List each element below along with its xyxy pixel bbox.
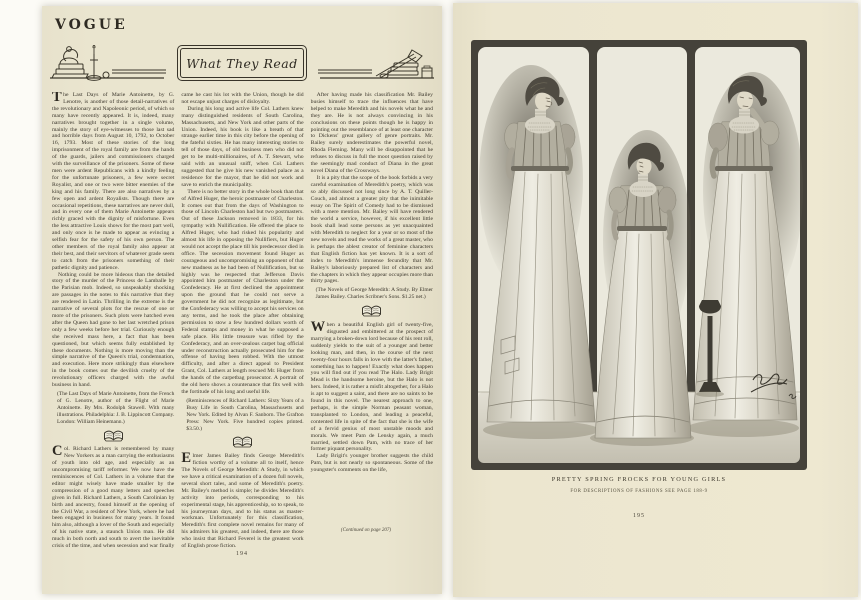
desk-still-life-right-art [318,40,436,86]
book-citation: (The Novels of George Meredith: A Study. By Elmer James Bailey. Charles Scribner's Sons. $1.25 net.) [315,287,433,301]
vogue-masthead: VOGUE [55,17,128,33]
article-paragraph: There is no better story in the whole book than that of Alfred Huger, the heroic postmaster of Charleston. It comes out that from the days of Washington to those of Lincoln Charleston had but two postmasters. Out of these Jackson removed in 1833, for his sympathy with Nullification. He offered the place to Alfred Huger, who had risked his popularity and almost his life in opposing the Nullifiers, but Huger would not accept the place till his predecessor died in office. The secession movement found Huger as courageous and uncompromising an opponent of that new madness as he had been of Nullification, but so highly was he respected that Jefferson Davis appointed him postmaster of Charleston under the Confederacy. He at first declined the appointment upon the ground that he could not serve a government he did not recognize as legitimate, but the Confederacy was willing to accept his services on any terms, and he took the place after obtaining permission to stow a few hundred dollars worth of Federal stamps and money in what he supposed a safe place. His little treasure was rifled by the Confederacy, and an over-zealous carpet bag official under reconstruction actually prosecuted him for the offense of having been robbed. With the utmost difficulty, and after a direct appeal to President Grant, Col. Lathers at length rescued Mr. Huger from the hands of the carpetbag prosecutor. A portrait of the old hero shows a countenance that fits well with the fortitude of his long and useful life. [181,188,304,395]
book-ornament [181,435,303,451]
typewriter-art [422,68,432,78]
drop-cap: T [52,92,62,105]
fashion-plate [471,40,807,470]
article-paragraph: When a beautiful English girl of twenty-five, disgusted and embittered at the prospect of marrying a broken-down lord because of his rent roll, suddenly yields to the suit of a younger and better looking man, and then, in the course of the next twenty-four hours falls in love with the latter's father, something has to happen! Exactly what does happen you will find out if you read The Halo. Lady Brigit Mead is the handsome heroine, but the Halo is not hers. Indeed, it is rather a misfit altogether, for a Halo is apt to suggest a saint, and there are no saints to be found in this novel. The nearest approach to one, perhaps, is the simple Norman peasant woman, transplanted to London, and leading a peaceful, contented life in spite of the fact that she is the wife of a fervid genius of most unstable moods and morals. We meet Pam de Lensky again, a much married, settled down Pam, with no trace of her former piquant personality. [310,319,433,453]
article-paragraph: Lady Brigit's younger brother suggests the child Pam, but is not nearly so spontaneous. Some of the youngster's comments on the life, [310,453,433,474]
magazine-right-page [453,3,858,597]
open-book-icon [361,304,382,317]
inkwell-art [103,72,109,78]
magazine-left-page [42,6,442,594]
open-book-icon [232,435,253,448]
book-ornament [311,304,433,320]
banner-title-box [177,45,307,81]
plate-caption-title: PRETTY SPRING FROCKS FOR YOUNG GIRLS [551,476,727,483]
book-ornament [52,429,174,445]
what-they-read-banner [48,39,436,87]
plate-caption-subtitle: FOR DESCRIPTIONS OF FASHIONS SEE PAGE 188-9 [570,489,708,494]
gramophone-horn-art [60,58,78,64]
article-paragraph: Col. Richard Lathers is remembered by many New Yorkers as a man carrying the enthusiasms of youth into old age, and especially as an uncompromising tariff reformer. We now have the reminiscences of Col. Lathers in a volume that the editor might wisely have made smaller by the compression of a good many letters and speeches given in full. Richard Lathers, a South Carolinian by birth and ancestry, found himself at the opening of the Civil War, a resident of New York, where he had been engaged in business for many years. It found him also, although a lover of the South and especially of his native state, a staunch Union man. He did much in both north and south to avert the inevitable crisis of the time, and when secession and war finally came he cast his lot with the Union, though he did not escape unjust charges of disloyalty. [52,92,304,550]
continued-note: (Continued on page 207) [340,528,392,533]
article-paragraph: Elmer James Bailey finds George Meredith's fiction worthy of a volume all to itself, hence The Novels of George Meredith: A Study, in which we have a critical examination of a dozen full novels, several short tales, and some of Meredith's poetry. Mr. Bailey's method is simple; he divides Meredith's activity into periods, corresponding to his experimental stage, his apprenticeship, so to speak, to his journeyman days, and to his status as master-workman. Unfortunately for this classification, Meredith's first complete novel remains for many of his admirers his greatest, and indeed, there are those who insist that Richard Feverel is the greatest work of English prose fiction. [181,450,304,550]
article-paragraph: Nothing could be more hideous than the detailed story of the murder of the Princess de Lamballe by the Parisian mob. Indeed, so unspeakably shocking are passages in the notes to this narrative that they are rendered in Latin. Thrilling in the extreme is the narrative of several plots for the rescue of one or more of the prisoners. Such plots were hatched even after the Queen had gone to her last wretched prison only a few weeks before her trial. Curiously enough she received mass here, a fact that has been questioned, but which seems fully established by these documents. Nothing is more moving than the simple narrative of the Queen's trial, condemnation, and execution. Here more strikingly than elsewhere in the book comes out the devilish cruelty of the revolutionary officers charged with the awful business in hand. [52,271,175,389]
drop-cap: E [181,450,191,467]
article-column-area [52,92,433,550]
right-page-number: 195 [633,513,645,519]
article-paragraph: During his long and active life Col. Lathers knew many distinguished residents of South Carolina, Massachusetts, and New York and other parts of the Union. Indeed, his book is like a breath of that strange earlier time in this city before the opening of the fateful sixties. He has many interesting stories to tell of those days, of old business men who did not get to be multi-millionaires, of A. T. Stewart, who said with an unusual sniff, when Col. Lathers suggested that he give his new vanished palace as a residence for the mayor, that he did not work and save to enrich the municipality. [181,105,304,188]
banner-title: What They Read [186,55,298,71]
candlestick-art [90,54,98,78]
article-columns [52,92,433,550]
desk-still-life-left-art [48,40,166,86]
book-citation: (The Last Days of Marie Antoinette, from the French of G. Lenotre, author of the Flight of Marie Antoinette. By Mrs. Rodolph Stawell. With many illustrations. Philadelphia: J. B. Lippincott Company. London: William Heinemann.) [57,390,175,425]
open-book-icon [103,429,124,442]
drop-cap: C [52,443,63,460]
book-citation: (Reminiscences of Richard Lathers: Sixty Years of a Busy Life in South Carolina, Massachusetts and New York. Edited by Alvan F. Sanborn. The Grafton Press: New York. Five hundred copies printed. $3.50.) [186,397,304,432]
spring-frocks-illustration [471,40,807,470]
article-paragraph: The Last Days of Marie Antoinette, by G. Lenotre, is another of those detail-narratives of the revolutionary and Napoleonic period, of which so many have recently appeared. It is, indeed, many narratives brought together in a single volume, mainly the story of eye-witnesses to those last sad and horrible days from August 10, 1792, to October 16, 1793. Most of these stories of the long imprisonment of the royal family are from the hands of the guards, jailers and commissioners charged with the surveillance of the prisoners. Some of these men were ardent Republicans with a kindly feeling for the unfortunate prisoners, a few were secret Royalist, and one or two were bitter enemies of the king and his family. There are also narratives by a few open and ardent Royalists. Though there are occasional repetitions, these narratives are never dull, and in every one of them Marie Antoinette appears richly graced with the dignity of misfortune. Even the less attractive Louis shows for the most part well, and only once is he made to appear as evincing a selfish fear for the safety of his own person. The other members of the royal family also appear at their best, and their servitors of whatever grade seem to catch from the prisoners something of their pathetic dignity and patience. [52,92,175,271]
left-page-number: 194 [236,551,248,557]
article-paragraph: After having made his classification Mr. Bailey busies himself to trace the influences that have helped to make Meredith and his novels what he and they are. He is not always convincing in his conclusions on these points though he is happy in pointing out the resemblance of at least one character to Dickens' great gallery of genre portraits. Mr. Bailey surely underestimates the powerful novel, Rhoda Fleming. Many will be disappointed that he refuses to discuss in full the moot question raised by the seemingly mad conduct of Diana in the great novel Diana of the Crossways. [310,92,433,174]
article-paragraph: It is a pity that the scope of the book forbids a very careful examination of Meredith's poetry, which was so ably discussed not long since by A. T. Quiller-Couch, and almost a greater pity that the inimitable essay on The Spirit of Comedy had to be dismissed with a mere mention. Mr. Bailey will have rendered the world a service, however, if his excellent little book shall lead some persons as yet unacquainted with Meredith to neglect for a year or so most of the new novels and read the works of a great master, who is perhaps the ablest creator of feminine characters that English fiction has yet known. It is a sort of index to Meredith's immense fecundity that Mr. Bailey's laboriously prepared list of characters and the chapters in which they appear occupies more than thirty pages. [310,174,433,285]
drop-cap: W [310,319,326,336]
